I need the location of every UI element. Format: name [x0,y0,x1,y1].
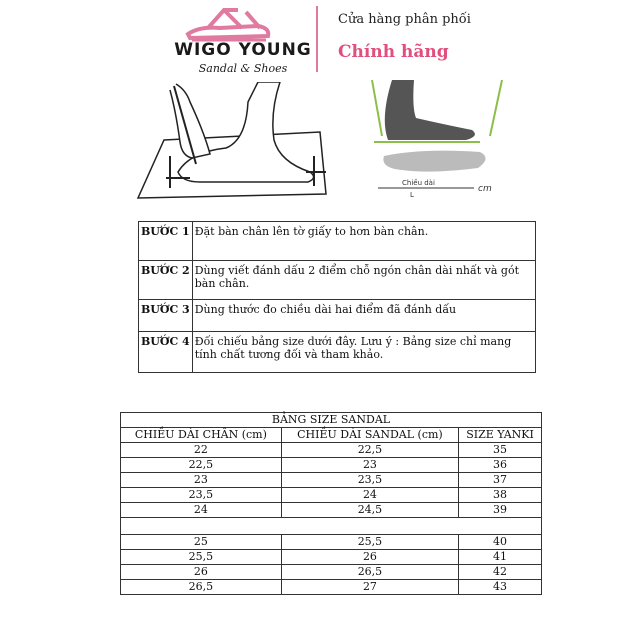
sandal-length-cell: 23 [281,458,458,473]
foot-measure-illustration [362,78,512,203]
step-row [139,300,536,332]
header-divider [316,6,318,72]
store-text: Cửa hàng phân phối [338,12,471,27]
length-label: Chiều dài [402,179,435,187]
sandal-length-cell: 24 [281,488,458,503]
step-text: Đối chiếu bảng size dưới đây. Lưu ý : Bảng size chỉ mang tính chất tương đối và tham khảo. [192,332,535,373]
size-table-title: BẢNG SIZE SANDAL [121,413,542,428]
step-text: Đặt bàn chân lên tờ giấy to hơn bàn chân. [192,222,535,261]
size-cell: 41 [459,550,542,565]
sandal-length-cell: 25,5 [281,535,458,550]
table-row [121,535,542,550]
brand-name: WIGO YOUNG [174,40,312,60]
table-row [121,443,542,458]
unit-label: cm [478,184,492,194]
table-row [121,550,542,565]
size-cell: 36 [459,458,542,473]
table-row [121,488,542,503]
table-row [121,565,542,580]
table-row [121,473,542,488]
foot-length-cell: 25 [121,535,282,550]
table-gap-row [121,518,542,535]
foot-length-cell: 26 [121,565,282,580]
table-row [121,580,542,595]
sandal-length-cell: 26,5 [281,565,458,580]
foot-length-cell: 22 [121,443,282,458]
step-text: Dùng viết đánh dấu 2 điểm chỗ ngón chân dài nhất và gót bàn chân. [192,261,535,300]
size-cell: 42 [459,565,542,580]
length-symbol: L [410,191,414,199]
size-table-title-row [121,413,542,428]
step-row [139,222,536,261]
step-label: BƯỚC 1 [139,222,193,261]
size-table-header-row [121,428,542,443]
step-row [139,332,536,373]
table-row [121,458,542,473]
header-size: SIZE YANKI [459,428,542,443]
header-foot-length: CHIỀU DÀI CHÂN (cm) [121,428,282,443]
foot-tracing-illustration [130,82,340,202]
steps-table [138,221,536,373]
step-row [139,261,536,300]
size-cell: 38 [459,488,542,503]
size-cell: 39 [459,503,542,518]
sandal-logo-icon [180,4,276,44]
size-cell: 35 [459,443,542,458]
foot-length-cell: 23,5 [121,488,282,503]
size-cell: 37 [459,473,542,488]
sandal-length-cell: 23,5 [281,473,458,488]
size-table [120,412,542,595]
foot-length-cell: 22,5 [121,458,282,473]
size-cell: 43 [459,580,542,595]
sandal-length-cell: 24,5 [281,503,458,518]
sandal-length-cell: 26 [281,550,458,565]
step-text: Dùng thước đo chiều dài hai điểm đã đánh dấu [192,300,535,332]
foot-length-cell: 25,5 [121,550,282,565]
size-cell: 40 [459,535,542,550]
step-label: BƯỚC 4 [139,332,193,373]
table-row [121,503,542,518]
foot-length-cell: 23 [121,473,282,488]
header-sandal-length: CHIỀU DÀI SANDAL (cm) [281,428,458,443]
sandal-length-cell: 22,5 [281,443,458,458]
foot-length-cell: 24 [121,503,282,518]
brand-subtitle: Sandal & Shoes [198,62,288,75]
authentic-text: Chính hãng [338,42,449,62]
header [0,0,640,80]
step-label: BƯỚC 3 [139,300,193,332]
step-label: BƯỚC 2 [139,261,193,300]
empty-cell [121,518,542,535]
foot-length-cell: 26,5 [121,580,282,595]
sandal-length-cell: 27 [281,580,458,595]
